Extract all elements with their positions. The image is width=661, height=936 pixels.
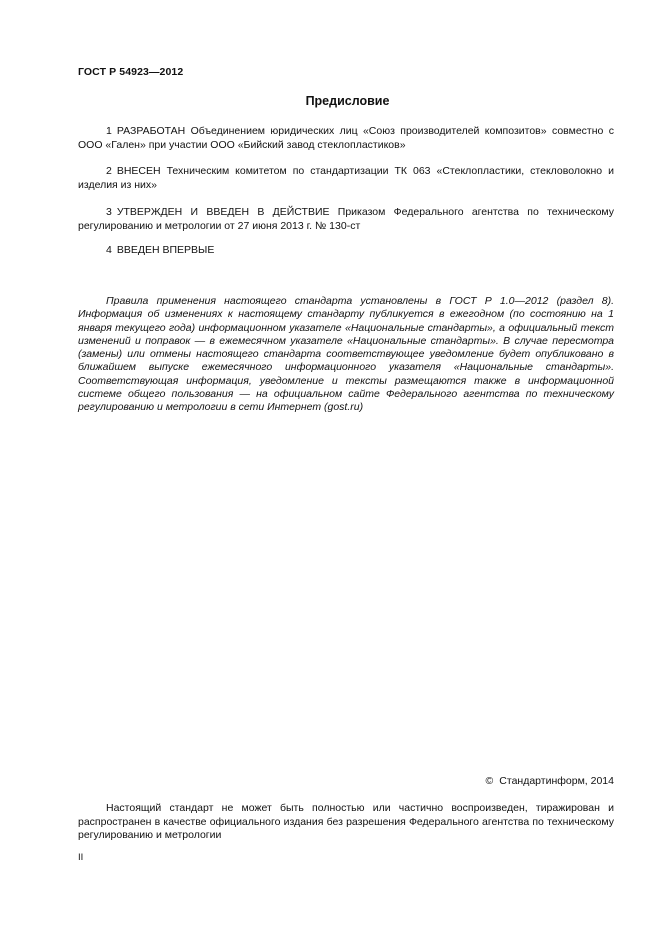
item-number: 4 [106,244,112,256]
copyright-line [486,775,614,787]
foreword-item-1 [78,125,614,152]
item-text: ВНЕСЕН Техническим комитетом по стандартизации ТК 063 «Стеклопластики, стекловолокно и изделия из них» [78,165,614,191]
foreword-item-4 [78,244,614,258]
copyright-text: Стандартинформ, 2014 [499,775,614,787]
copyright-symbol: © [485,775,494,787]
foreword-item-3 [78,206,614,233]
item-text: УТВЕРЖДЕН И ВВЕДЕН В ДЕЙСТВИЕ Приказом Федерального агентства по техническому регулированию и метрологии от 27 июня 2013 г. № 130-ст [78,206,614,232]
item-text: РАЗРАБОТАН Объединением юридических лиц «Союз производителей композитов» совместно с ООО «Гален» при участии ООО «Бийский завод стеклопластиков» [78,125,614,151]
section-title: Предисловие [305,94,390,108]
reproduction-notice: Настоящий стандарт не может быть полностью или частично воспроизведен, тиражирован и распространен в качестве официального издания без разрешения Федерального агентства по техническому регулированию и метрологии [78,802,614,841]
item-number: 3 [106,206,112,218]
item-text: ВВЕДЕН ВПЕРВЫЕ [116,244,215,256]
page-number: II [78,852,84,863]
item-number: 1 [106,125,112,137]
application-rules-paragraph: Правила применения настоящего стандарта установлены в ГОСТ Р 1.0—2012 (раздел 8). Информация об изменениях к настоящему стандарту публикуется в ежегодном (по состоянию на 1 января текущего года) информационном указателе «Национальные стандарты», а официальный текст изменений и поправок — в ежемесячном указателе «Национальные стандарты». В случае пересмотра (замены) или отмены настоящего стандарта соответствующее уведомление будет опубликовано в ближайшем выпуске ежемесячного информационного указателя «Национальные стандарты». Соответствующая информация, уведомление и тексты размещаются также в информационной системе общего пользования — на официальном сайте Федерального агентства по техническому регулированию и метрологии в сети Интернет (gost.ru) [78,295,614,414]
foreword-item-2 [78,165,614,192]
document-code: ГОСТ Р 54923—2012 [78,66,184,78]
item-number: 2 [106,165,112,177]
